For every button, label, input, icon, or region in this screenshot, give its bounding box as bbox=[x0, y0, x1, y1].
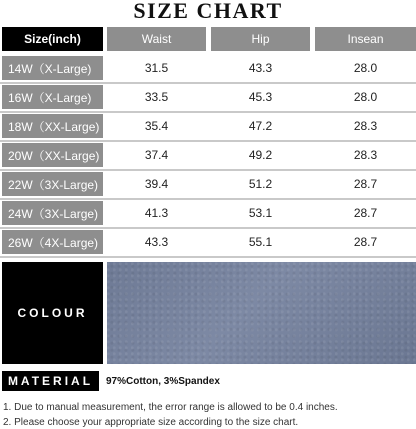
note-choose-size: 2. Please choose your appropriate size according to the size chart. bbox=[3, 417, 299, 428]
colour-swatch bbox=[107, 262, 416, 364]
table-row-inseam: 28.3 bbox=[315, 143, 416, 167]
table-row-hip: 43.3 bbox=[211, 56, 310, 80]
table-row-hip: 47.2 bbox=[211, 114, 310, 138]
table-row-waist: 41.3 bbox=[107, 201, 206, 225]
page-title: SIZE CHART bbox=[133, 0, 283, 23]
row-divider bbox=[0, 111, 416, 113]
colour-label: COLOUR bbox=[2, 262, 103, 364]
table-row-size: 14W（X-Large) bbox=[2, 56, 103, 80]
material-value: 97%Cotton, 3%Spandex bbox=[106, 375, 220, 387]
table-row-hip: 49.2 bbox=[211, 143, 310, 167]
table-row-waist: 43.3 bbox=[107, 230, 206, 254]
table-row-waist: 35.4 bbox=[107, 114, 206, 138]
material-label: MATERIAL bbox=[2, 371, 99, 391]
table-row-waist: 37.4 bbox=[107, 143, 206, 167]
table-row-size: 20W（XX-Large) bbox=[2, 143, 103, 167]
table-row-inseam: 28.3 bbox=[315, 114, 416, 138]
table-row-hip: 53.1 bbox=[211, 201, 310, 225]
table-row-hip: 45.3 bbox=[211, 85, 310, 109]
inseam-column-header: Insean bbox=[315, 27, 416, 51]
size-column-header: Size(inch) bbox=[2, 27, 103, 51]
table-row-inseam: 28.7 bbox=[315, 230, 416, 254]
note-measurement-error: 1. Due to manual measurement, the error range is allowed to be 0.4 inches. bbox=[3, 402, 338, 413]
table-row-inseam: 28.7 bbox=[315, 201, 416, 225]
row-divider bbox=[0, 169, 416, 171]
table-row-size: 18W（XX-Large) bbox=[2, 114, 103, 138]
row-divider bbox=[0, 140, 416, 142]
table-row-size: 16W（X-Large) bbox=[2, 85, 103, 109]
table-row-waist: 31.5 bbox=[107, 56, 206, 80]
row-divider bbox=[0, 256, 416, 258]
row-divider bbox=[0, 227, 416, 229]
table-row-inseam: 28.0 bbox=[315, 56, 416, 80]
hip-column-header: Hip bbox=[211, 27, 310, 51]
table-row-size: 24W（3X-Large) bbox=[2, 201, 103, 225]
row-divider bbox=[0, 198, 416, 200]
table-row-hip: 51.2 bbox=[211, 172, 310, 196]
table-row-hip: 55.1 bbox=[211, 230, 310, 254]
table-row-inseam: 28.7 bbox=[315, 172, 416, 196]
table-row-waist: 39.4 bbox=[107, 172, 206, 196]
table-row-waist: 33.5 bbox=[107, 85, 206, 109]
waist-column-header: Waist bbox=[107, 27, 206, 51]
table-row-size: 26W（4X-Large) bbox=[2, 230, 103, 254]
row-divider bbox=[0, 82, 416, 84]
table-row-inseam: 28.0 bbox=[315, 85, 416, 109]
table-row-size: 22W（3X-Large) bbox=[2, 172, 103, 196]
